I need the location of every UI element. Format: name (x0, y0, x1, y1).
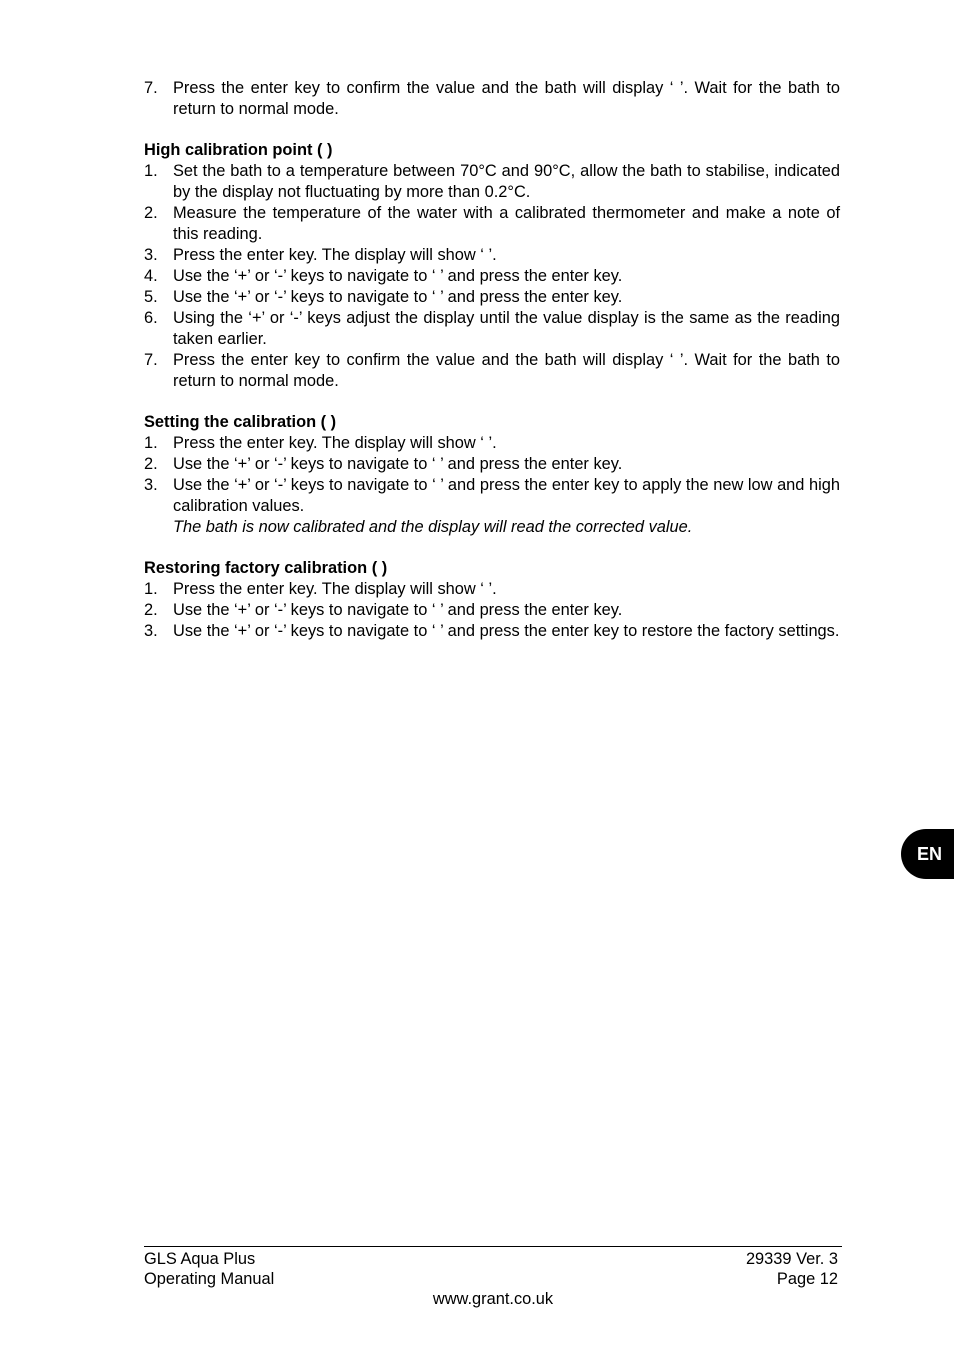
item-number: 3. (144, 246, 158, 264)
item-text: Use the ‘+’ or ‘-’ keys to navigate to ‘ ’ and press the enter key to apply the new low and high calibration values. (173, 476, 840, 515)
item-text: Using the ‘+’ or ‘-’ keys adjust the display until the value display is the same as the reading taken earlier. (173, 309, 840, 348)
footer-version: 29339 Ver. 3 (745, 1250, 838, 1268)
calibration-note: The bath is now calibrated and the display will read the corrected value. (173, 518, 693, 536)
item-text: Use the ‘+’ or ‘-’ keys to navigate to ‘ ’ and press the enter key to restore the factory settings. (173, 622, 840, 640)
section-setting-calibration (144, 412, 840, 538)
section-heading: Setting the calibration ( ) (144, 413, 337, 431)
footer-product: GLS Aqua Plus (144, 1250, 256, 1268)
page-footer (144, 1246, 842, 1308)
footer-doc-type: Operating Manual (144, 1270, 275, 1288)
item-number: 6. (144, 309, 158, 327)
list-item (144, 621, 840, 642)
item-text: Press the enter key to confirm the value and the bath will display ‘ ’. Wait for the bath to return to normal mode. (173, 79, 840, 118)
item-number: 7. (144, 79, 158, 97)
list-item (144, 454, 840, 475)
item-number: 2. (144, 455, 158, 473)
list-item (144, 433, 840, 454)
item-text: Press the enter key to confirm the value and the bath will display ‘ ’. Wait for the bath to return to normal mode. (173, 351, 840, 390)
section-high-calibration (144, 140, 840, 392)
section-heading: High calibration point ( ) (144, 141, 333, 159)
section-restore-factory (144, 558, 840, 642)
item-text: Press the enter key. The display will show ‘ ’. (173, 434, 497, 452)
list-item (144, 203, 840, 245)
language-tab: EN (901, 829, 954, 879)
page-content (144, 78, 840, 642)
item-text: Press the enter key. The display will show ‘ ’. (173, 580, 497, 598)
list-item (144, 579, 840, 600)
item-number: 1. (144, 162, 158, 180)
section-heading: Restoring factory calibration ( ) (144, 559, 388, 577)
item-number: 1. (144, 434, 158, 452)
item-number: 3. (144, 622, 158, 640)
list-item (144, 78, 840, 120)
footer-page-number: Page 12 (776, 1270, 838, 1288)
item-number: 7. (144, 351, 158, 369)
item-text: Measure the temperature of the water with a calibrated thermometer and make a note of this reading. (173, 204, 840, 243)
list-item (144, 600, 840, 621)
item-number: 4. (144, 267, 158, 285)
item-text: Use the ‘+’ or ‘-’ keys to navigate to ‘ ’ and press the enter key. (173, 601, 623, 619)
list-item (144, 287, 840, 308)
item-text: Press the enter key. The display will show ‘ ’. (173, 246, 497, 264)
list-item (144, 245, 840, 266)
item-number: 3. (144, 476, 158, 494)
list-item (144, 475, 840, 517)
list-item (144, 161, 840, 203)
item-text: Use the ‘+’ or ‘-’ keys to navigate to ‘ ’ and press the enter key. (173, 455, 623, 473)
list-item (144, 308, 840, 350)
list-item (144, 266, 840, 287)
item-text: Use the ‘+’ or ‘-’ keys to navigate to ‘ ’ and press the enter key. (173, 288, 623, 306)
list-item (144, 350, 840, 392)
item-number: 5. (144, 288, 158, 306)
item-number: 2. (144, 204, 158, 222)
item-text: Set the bath to a temperature between 70°C and 90°C, allow the bath to stabilise, indicated by the display not fluctuating by more than 0.2°C. (173, 162, 840, 201)
item-text: Use the ‘+’ or ‘-’ keys to navigate to ‘ ’ and press the enter key. (173, 267, 623, 285)
section-low-calibration-end (144, 78, 840, 120)
item-number: 2. (144, 601, 158, 619)
footer-website: www.grant.co.uk (432, 1290, 554, 1308)
item-number: 1. (144, 580, 158, 598)
